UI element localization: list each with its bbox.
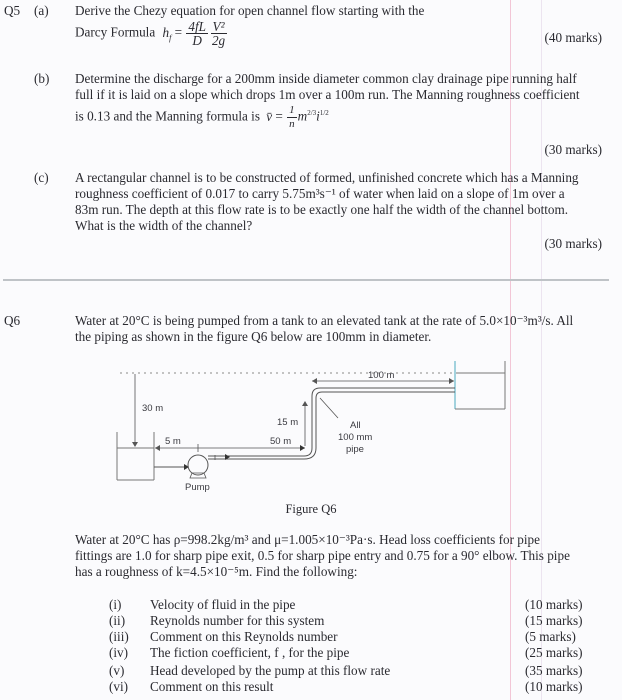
item-numeral: (iii) [109,629,129,644]
question-number-q5: Q5 [4,3,21,18]
figure-caption: Figure Q6 [285,502,337,516]
list-item [0,679,622,695]
item-text: The fiction coefficient, f , for the pipe [150,645,350,660]
fraction-1-over-n [287,104,297,131]
q5c-marks: (30 marks) [544,236,602,251]
item-text: Comment on this result [150,679,274,694]
item-marks: (5 marks) [525,629,576,644]
frac-denominator: n [289,118,295,130]
upper-tank [455,361,505,409]
part-label-5c: (c) [34,170,49,185]
label-100m: 100 m [368,370,395,381]
item-numeral: (v) [109,663,125,678]
item-marks: (15 marks) [525,613,583,628]
q6-intro-line1: Water at 20°C is being pumped from a tank to an elevated tank at the rate of 5.0×10⁻³m³/s. All [75,313,574,328]
frac-denominator: 2g [211,33,226,48]
item-marks: (25 marks) [525,645,583,660]
q6-props-line2: fittings are 1.0 for sharp pipe exit, 0.5 for sharp pipe entry and 0.75 for a 90° elbow. This pipe [75,548,570,563]
label-pump: Pump [185,482,210,493]
manning-formula-label: is 0.13 and the Manning formula is [75,108,260,124]
fraction-4fl-over-d [186,20,208,47]
item-marks: (10 marks) [525,679,583,694]
q5b-text-line1: Determine the discharge for a 200mm inside diameter common clay drainage pipe running half [75,71,577,86]
formula-i: i [316,108,320,124]
formula-equals: = [174,24,183,40]
label-note-pipe: pipe [346,444,364,455]
item-text: Comment on this Reynolds number [150,629,338,644]
q5c-text-line2: roughness coefficient of 0.017 to carry 5.75m³s⁻¹ of water when laid on a slope of 1m over a [75,186,565,201]
part-label-5b: (b) [34,71,50,86]
label-30m: 30 m [142,403,164,414]
label-5m: 5 m [165,436,181,447]
formula-m-exponent: 2/3 [307,109,317,118]
q5c-text-line3: 83m run. The depth at this flow rate is to be exactly one half the width of the channel bottom. [75,202,569,217]
q6-intro-line2: the piping as shown in the figure Q6 below are 100mm in diameter. [75,329,432,344]
q5b-marks: (30 marks) [544,142,602,157]
label-50m: 50 m [270,436,292,447]
list-item [0,663,622,679]
note-leader-line [320,398,338,418]
q5b-text-line2: full if it is laid on a slope which drops 1m over a 100m run. The Manning roughness coefficient [75,87,580,102]
formula-hf: h [162,24,170,40]
scan-artifact-line [510,0,511,700]
pump-icon [188,455,208,475]
formula-i-exponent: 1/2 [319,109,329,118]
figure-q6-pipe-system [100,360,520,500]
q5a-text-line1: Derive the Chezy equation for open channel flow starting with the [75,3,425,18]
question-number-q6: Q6 [4,313,21,328]
item-text: Head developed by the pump at this flow rate [150,663,391,678]
list-item [0,629,622,645]
frac-numerator: V² [212,19,225,34]
formula-hf-subscript: f [169,33,172,43]
frac-numerator: 1 [289,104,295,116]
q5c-text-line1: A rectangular channel is to be constructed of formed, unfinished concrete which has a Manning [75,170,579,185]
q5a-marks: (40 marks) [544,30,602,45]
scan-artifact-line [541,0,542,700]
darcy-formula-label: Darcy Formula [75,24,156,40]
section-divider [3,279,609,281]
q5a-darcy-formula [75,20,228,47]
q6-props-line3: has a roughness of k=4.5×10⁻⁵m. Find the following: [75,564,358,579]
item-numeral: (i) [109,597,122,612]
list-item [0,645,622,661]
formula-m: m [297,108,308,124]
item-numeral: (iv) [109,645,129,660]
formula-equals: = [275,108,283,124]
q5c-text-line4: What is the width of the channel? [75,218,253,233]
list-item [0,597,622,613]
list-item [0,613,622,629]
frac-numerator: 4fL [188,19,206,34]
q6-props-line1: Water at 20°C has ρ=998.2kg/m³ and μ=1.005×10⁻³Pa·s. Head loss coefficients for pipe [75,532,540,547]
item-numeral: (ii) [109,613,126,628]
main-pipe-inner [208,388,455,456]
item-text: Velocity of fluid in the pipe [150,597,296,612]
item-marks: (35 marks) [525,663,583,678]
item-text: Reynolds number for this system [150,613,325,628]
label-note-100mm: 100 mm [338,432,373,443]
formula-v-bar: v̄ [266,108,273,124]
lower-tank [117,432,154,480]
main-pipe-outer [208,392,455,459]
label-note-all: All [350,420,361,431]
fraction-v2-over-2g [210,20,227,47]
q5b-manning-formula [75,104,329,131]
frac-denominator: D [192,33,202,48]
part-label-5a: (a) [34,3,49,18]
item-numeral: (vi) [109,679,129,694]
label-15m: 15 m [277,417,299,428]
item-marks: (10 marks) [525,597,583,612]
